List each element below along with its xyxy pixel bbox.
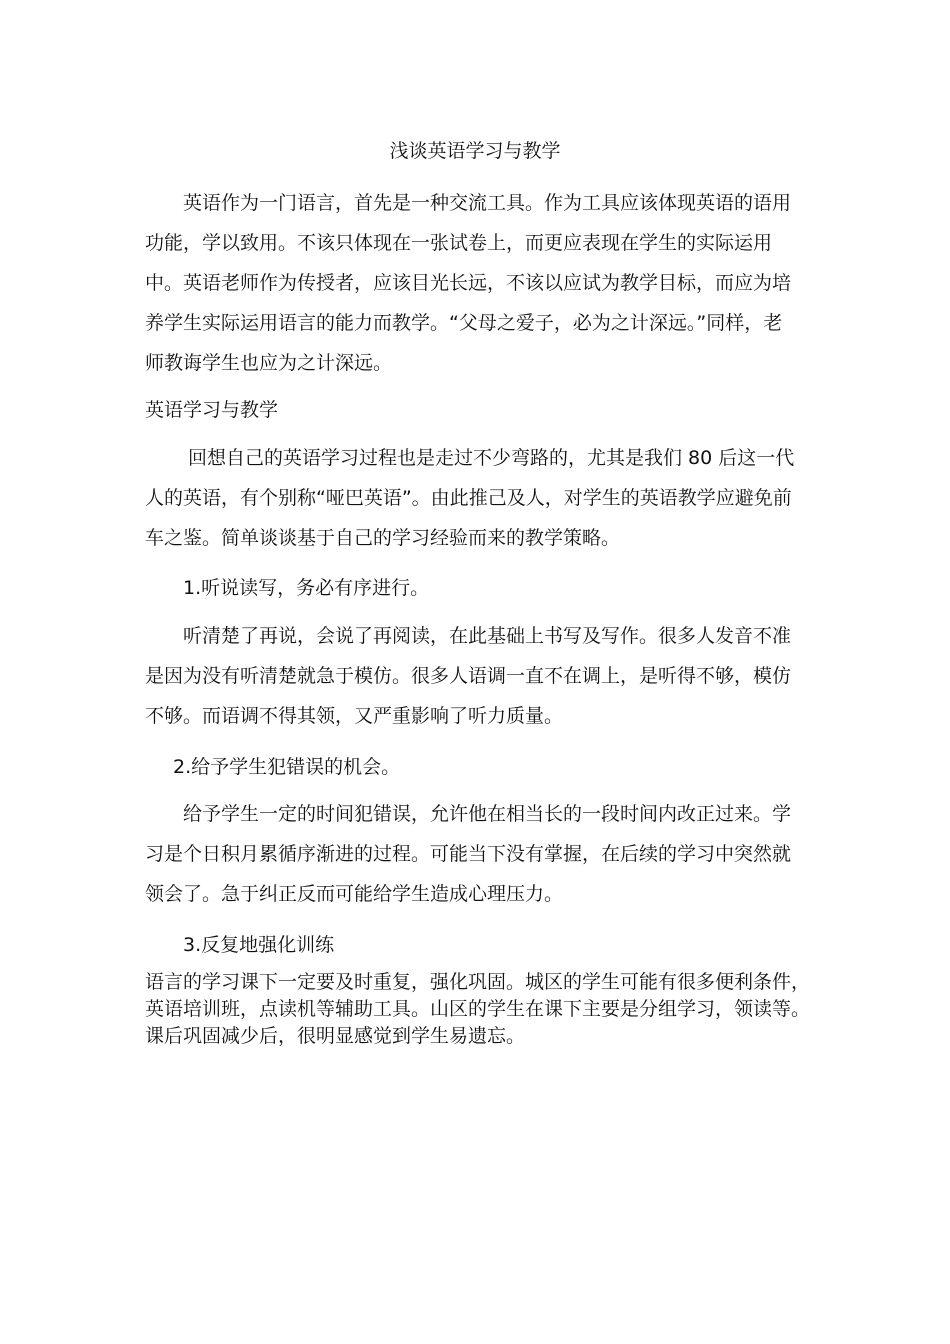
reflection-paragraph: 回想自己的英语学习过程也是走过不少弯路的，尤其是我们 80 后这一代人的英语，有个别称“哑巴英语”。由此推己及人，对学生的英语教学应避免前车之鉴。简单谈谈基于自己的学习经验而来的教学策略。 <box>145 447 795 549</box>
point1-heading: 1.听说读写，务必有序进行。 <box>183 577 430 599</box>
point3-paragraph: 语言的学习课下一定要及时重复，强化巩固。城区的学生可能有很多便利条件，英语培训班，点读机等辅助工具。山区的学生在课下主要是分组学习，领读等。课后巩固减少后，很明显感觉到学生易遗忘。 <box>145 971 811 1047</box>
point3-heading: 3.反复地强化训练 <box>183 934 335 956</box>
point2-heading: 2.给予学生犯错误的机会。 <box>173 756 401 778</box>
point2-paragraph: 给予学生一定的时间犯错误，允许他在相当长的一段时间内改正过来。学习是个日积月累循序渐进的过程。可能当下没有掌握，在后续的学习中突然就领会了。急于纠正反而可能给学生造成心理压力。 <box>145 803 792 905</box>
point1-paragraph: 听清楚了再说，会说了再阅读，在此基础上书写及写作。很多人发音不准是因为没有听清楚就急于模仿。很多人语调一直不在调上，是听得不够，模仿不够。而语调不得其领，又严重影响了听力质量。 <box>145 625 792 727</box>
document-title: 浅谈英语学习与教学 <box>389 140 561 162</box>
intro-paragraph: 英语作为一门语言，首先是一种交流工具。作为工具应该体现英语的语用功能，学以致用。不该只体现在一张试卷上，而更应表现在学生的实际运用中。英语老师作为传授者，应该目光长远，不该以应试为教学目标，而应为培养学生实际运用语言的能力而教学。“父母之爱子，必为之计深远。”同样，老师教诲学生也应为之计深远。 <box>145 192 792 374</box>
section-heading: 英语学习与教学 <box>145 399 279 421</box>
